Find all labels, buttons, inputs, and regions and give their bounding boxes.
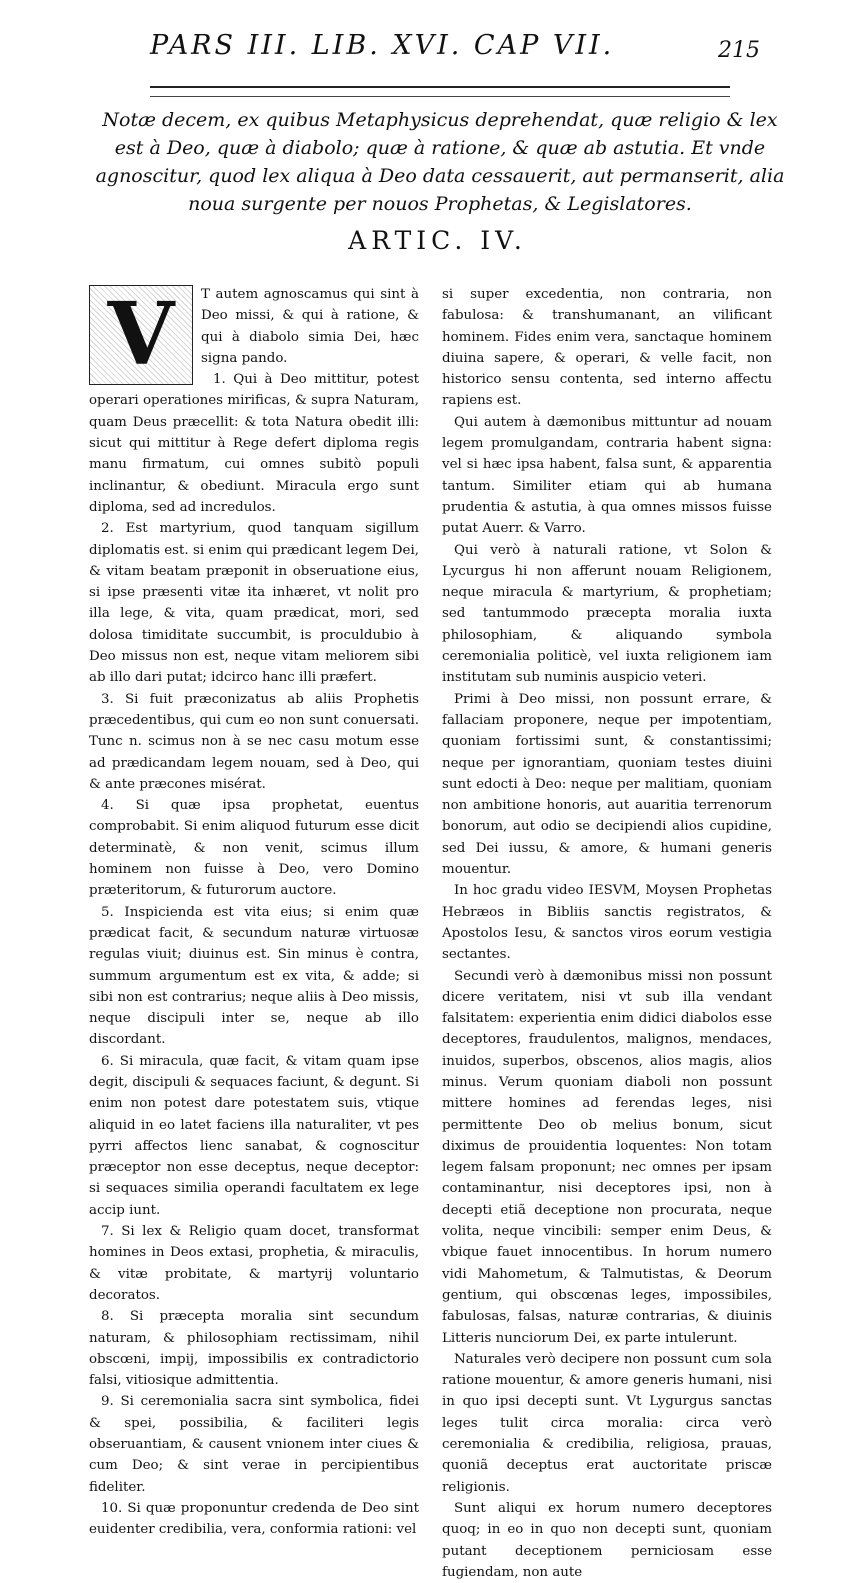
running-head: PARS III. LIB. XVI. CAP VII. bbox=[150, 30, 615, 61]
header-rule-bottom bbox=[150, 96, 730, 97]
decorated-initial-letter: V bbox=[89, 285, 193, 385]
paragraph-3: 3. Si fuit præconizatus ab aliis Prophetis præcedentibus, qui cum eo non sunt conuersati. Tunc n. scimus non à se nec casu motum esse ad prædicandam legem nouam, sed à Deo, qui & ante præcones misérat. bbox=[89, 691, 419, 792]
paragraph-5: 5. Inspicienda est vita eius; si enim quæ prædicat facit, & secundum naturæ virtuosæ regulas viuit; diuinus est. Sin minus è contra, summum argumentum est ex vita, & adde; si sibi non est contrarius; neque aliis à Deo missis, neque discipuli inter se, neque ab illo discordant. bbox=[89, 904, 419, 1048]
right-paragraph-3: Qui verò à naturali ratione, vt Solon & Lycurgus hi non afferunt nouam Religionem, neque miracula & martyrium, & prophetiam; sed tantummodo præcepta moralia iuxta philosophiam, & aliquando symbola ceremonialia politicè, vel iuxta religionem iam institutam sub numinis auspicio veteri. bbox=[442, 542, 772, 686]
paragraph-6: 6. Si miracula, quæ facit, & vitam quam ipse degit, discipuli & sequaces faciunt, & degunt. Si enim non potest dare potestatem suis, vtique aliquid in eo latet faciens illa naturaliter, vt pes pyrri affectos lienc sanabat, & cognoscitur præceptor non esse deceptus, neque deceptor: si sequaces similia operandi facultatem ex lege accip iunt. bbox=[89, 1053, 419, 1218]
right-paragraph-2: Qui autem à dæmonibus mittuntur ad nouam legem promulgandam, contraria habent signa: vel si hæc ipsa habent, falsa sunt, & apparentia tantum. Similiter etiam qui ab humana prudentia & astutia, à qua omnes missos fuisse putat Auerr. & Varro. bbox=[442, 414, 772, 537]
intro-paragraph: T autem agnoscamus qui sint à Deo missi, & qui à ratione, & qui à diabolo simia Dei, hæc signa pando. bbox=[201, 287, 419, 366]
right-paragraph-4: Primi à Deo missi, non possunt errare, & fallaciam proponere, neque per impotentiam, quoniam fortissimi sunt, & constantissimi; neque per ignorantiam, quoniam testes diuini sunt edocti à Deo: neque per malitiam, quoniam non ambitione honoris, aut auaritia terrenorum bonorum, aut odio se decipiendi alios cupidine, sed Dei iussu, & amore, & humani generis mouentur. bbox=[442, 691, 772, 878]
paragraph-10: 10. Si quæ proponuntur credenda de Deo sint euidenter credibilia, vera, conformia rationi: vel bbox=[89, 1500, 419, 1538]
right-paragraph-8: Sunt aliqui ex horum numero deceptores quoq; in eo in quo non decepti sunt, quoniam putant deceptionem perniciosam esse fugiendam, non aute bbox=[442, 1500, 772, 1580]
page-number: 215 bbox=[718, 38, 760, 63]
right-paragraph-7: Naturales verò decipere non possunt cum sola ratione mouentur, & amore generis humani, nisi in quo ipsi decepti sunt. Vt Lygurgus sanctas leges tulit circa moralia: circa verò ceremonialia & credibilia, religiosa, prauas, quoniã deceptus erat auctoritate priscæ religionis. bbox=[442, 1351, 772, 1495]
paragraph-8: 8. Si præcepta moralia sint secundum naturam, & philosophiam rectissimam, nihil obscœni, impij, impossibilis ex contradictorio falsi, vitiosique admittentia. bbox=[89, 1309, 419, 1389]
paragraph-9: 9. Si ceremonialia sacra sint symbolica, fidei & spei, possibilia, & faciliteri legis obseruantiam, & causent vnionem inter ciues & cum Deo; & sint verae in percipientibus fideliter. bbox=[89, 1394, 419, 1495]
right-paragraph-5: In hoc gradu video IESVM, Moysen Prophetas Hebræos in Bibliis sanctis registratos, & Apostolos Iesu, & sanctos viros eorum vestigia sectantes. bbox=[442, 883, 772, 963]
left-column bbox=[89, 284, 419, 1541]
chapter-heading: Notæ decem, ex quibus Metaphysicus deprehendat, quæ religio & lex est à Deo, quæ à diabolo; quæ à ratione, & quæ ab astutia. Et vnde agnoscitur, quod lex aliqua à Deo data cessauerit, aut permanserit, alia noua surgente per nouos Prophetas, & Legislatores. bbox=[95, 109, 785, 215]
right-paragraph-1: si super excedentia, non contraria, non fabulosa: & transhumanant, an vilificant hominem. Fides enim vera, sanctaque hominem diuina sapere, & operari, & velle facit, non historico sensu contenta, sed interno affectu rapiens est. bbox=[442, 287, 772, 409]
paragraph-4: 4. Si quæ ipsa prophetat, euentus comprobabit. Si enim aliquod futurum esse dicit determinatè, & non venit, scimus illum hominem non fuisse à Deo, vero Domino præteritorum, & futurorum auctore. bbox=[89, 798, 419, 899]
article-title: ARTIC. IV. bbox=[348, 226, 527, 255]
paragraph-1: 1. Qui à Deo mittitur, potest operari operationes mirificas, & supra Naturam, quam Deus præcellit: & tota Natura obedit illi: sicut qui mittitur à Rege defert diploma regis manu firmatum, cui omnes subitò populi inclinantur, & obediunt. Miracula ergo sunt diploma, sed ad incredulos. bbox=[89, 372, 419, 515]
right-paragraph-6: Secundi verò à dæmonibus missi non possunt dicere veritatem, nisi vt sub illa vendant falsitatem: experientia enim didici diabolos esse deceptores, fraudulentos, malignos, mendaces, inuidos, superbos, obscenos, alios magis, alios minus. Verum quoniam diaboli non possunt mittere homines ad ferendas leges, nisi permittente Deo ob melius bonum, sicut diximus de prouidentia loquentes: Non totam legem falsam proponunt; nec omnes per ipsam contaminantur, nisi deceptores ipsi, non à decepti etiã deceptione non procurata, neque volita, neque vincibili: semper enim Deus, & vbique fauet innocentibus. In horum numero vidi Mahometum, & Talmutistas, & Deorum gentium, qui obscœnas leges, impossibiles, fabulosas, falsas, naturæ contrarias, & diuinis Litteris nunciorum Dei, ex parte intulerunt. bbox=[442, 968, 772, 1346]
paragraph-2: 2. Est martyrium, quod tanquam sigillum diplomatis est. si enim qui prædicant legem Dei, & vitam beatam præponit in obseruatione eius, si ipse præsenti vitæ ita inhæret, vt nolit pro illa lege, & vita, quam prædicat, mori, sed dolosa timiditate succumbit, is proculdubio à Deo missus non est, neque vitam meliorem sibi ab illo dari putat; idcirco hanc illi præfert. bbox=[89, 521, 419, 686]
right-column bbox=[442, 284, 772, 1583]
paragraph-7: 7. Si lex & Religio quam docet, transformat homines in Deos extasi, prophetia, & miraculis, & vitæ probitate, & martyrij voluntario decoratos. bbox=[89, 1224, 419, 1303]
header-rule-top bbox=[150, 86, 730, 88]
